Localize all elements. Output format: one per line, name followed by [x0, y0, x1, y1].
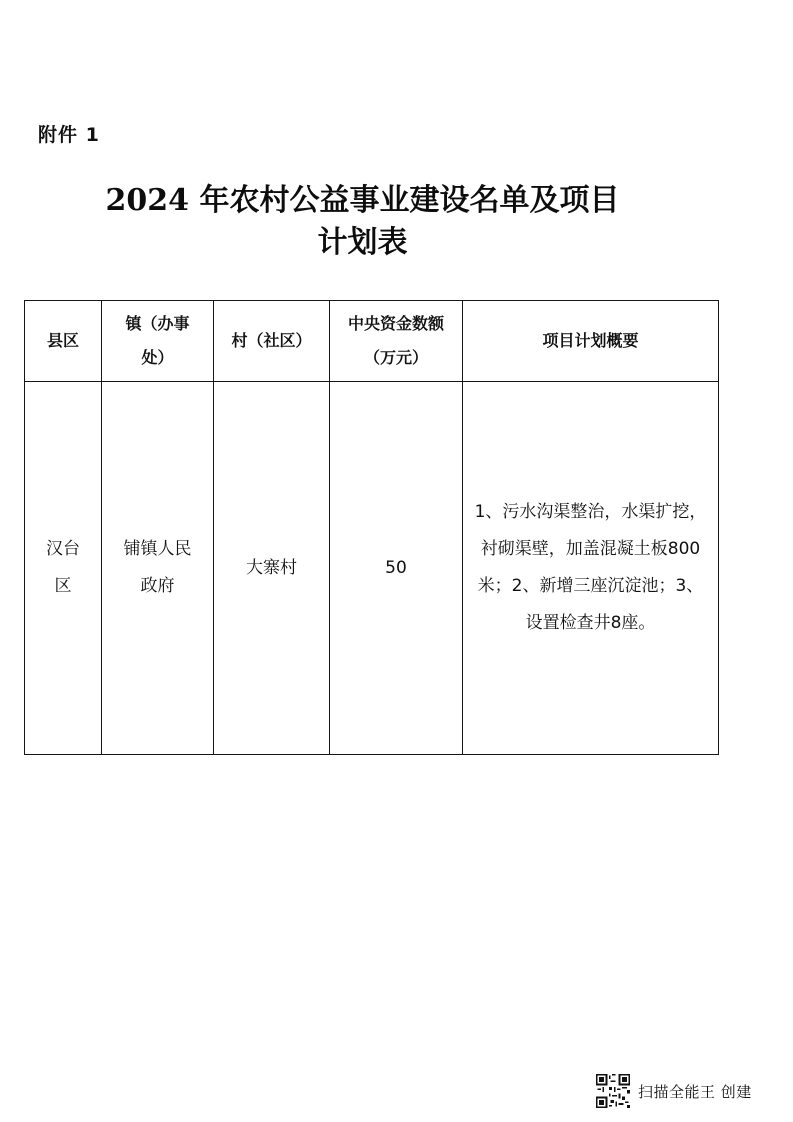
cell-town: 铺镇人民政府: [102, 382, 214, 755]
cell-fund: 50: [330, 382, 463, 755]
header-fund: 中央资金数额（万元）: [330, 301, 463, 382]
cell-county: 汉台区: [25, 382, 102, 755]
title-line-1: 2024 年农村公益事业建设名单及项目: [105, 183, 620, 218]
document-title: [0, 180, 725, 264]
header-summary: 项目计划概要: [463, 301, 719, 382]
cell-village: 大寨村: [214, 382, 330, 755]
scanner-watermark-text: 扫描全能王 创建: [638, 1082, 752, 1101]
table-row: [25, 382, 719, 755]
header-village: 村（社区）: [214, 301, 330, 382]
table-header-row: [25, 301, 719, 382]
title-line-2: 计划表: [317, 225, 408, 260]
qr-code-icon: [596, 1074, 630, 1108]
project-plan-table: [24, 300, 719, 755]
scanner-watermark: [596, 1070, 752, 1112]
attachment-label: 附件 1: [38, 124, 100, 146]
header-town: 镇（办事处）: [102, 301, 214, 382]
header-county: 县区: [25, 301, 102, 382]
cell-summary: 1、污水沟渠整治，水渠扩挖，衬砌渠壁，加盖混凝土板800米；2、新增三座沉淀池；3、设置检查井8座。: [463, 382, 719, 755]
